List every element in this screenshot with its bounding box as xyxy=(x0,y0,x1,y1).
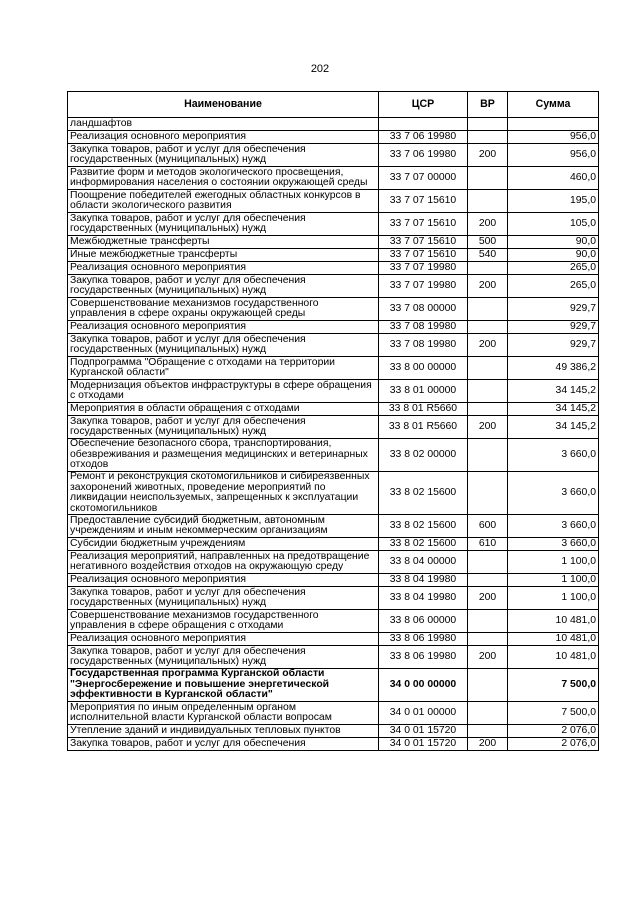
cell-vr xyxy=(468,380,508,403)
cell-vr xyxy=(468,439,508,472)
header-name: Наименование xyxy=(68,92,379,118)
table-row xyxy=(68,403,599,416)
cell-name: Реализация основного мероприятия xyxy=(68,262,379,275)
table-row xyxy=(68,262,599,275)
table-row xyxy=(68,334,599,357)
cell-sum: 105,0 xyxy=(508,213,599,236)
table-row xyxy=(68,357,599,380)
cell-sum: 34 145,2 xyxy=(508,416,599,439)
cell-sum: 2 076,0 xyxy=(508,738,599,751)
cell-sum: 34 145,2 xyxy=(508,380,599,403)
table-row xyxy=(68,380,599,403)
table-row xyxy=(68,574,599,587)
cell-csr: 34 0 01 15720 xyxy=(379,738,468,751)
cell-vr: 200 xyxy=(468,416,508,439)
cell-sum: 7 500,0 xyxy=(508,702,599,725)
cell-csr: 34 0 00 00000 xyxy=(379,669,468,702)
cell-name: Закупка товаров, работ и услуг для обеспечения государственных (муниципальных) нужд xyxy=(68,144,379,167)
table-row xyxy=(68,538,599,551)
cell-csr: 33 7 08 19980 xyxy=(379,321,468,334)
cell-csr: 33 8 06 19980 xyxy=(379,646,468,669)
page-number: 202 xyxy=(310,63,330,75)
cell-vr xyxy=(468,725,508,738)
cell-name: Предоставление субсидий бюджетным, автономным учреждениям и иным некоммерческим организациям xyxy=(68,515,379,538)
cell-sum: 3 660,0 xyxy=(508,439,599,472)
table-row xyxy=(68,144,599,167)
cell-sum: 3 660,0 xyxy=(508,515,599,538)
cell-sum: 49 386,2 xyxy=(508,357,599,380)
cell-csr: 33 7 07 19980 xyxy=(379,275,468,298)
cell-vr xyxy=(468,574,508,587)
cell-vr xyxy=(468,403,508,416)
cell-sum: 90,0 xyxy=(508,236,599,249)
cell-name: Совершенствование механизмов государственного управления в сфере обращения с отходами xyxy=(68,610,379,633)
cell-sum: 265,0 xyxy=(508,262,599,275)
cell-sum: 195,0 xyxy=(508,190,599,213)
cell-csr: 33 7 07 15610 xyxy=(379,249,468,262)
cell-name: Государственная программа Курганской области "Энергосбережение и повышение энергетической эффективности в Курганской области" xyxy=(68,669,379,702)
cell-vr xyxy=(468,131,508,144)
cell-sum: 956,0 xyxy=(508,131,599,144)
cell-csr: 34 0 01 15720 xyxy=(379,725,468,738)
cell-name: Реализация основного мероприятия xyxy=(68,131,379,144)
cell-sum: 1 100,0 xyxy=(508,587,599,610)
table-row xyxy=(68,738,599,751)
cell-name: Мероприятия по иным определенным органом исполнительной власти Курганской области вопросам xyxy=(68,702,379,725)
table-row xyxy=(68,515,599,538)
cell-sum xyxy=(508,118,599,131)
table-row xyxy=(68,249,599,262)
cell-vr: 200 xyxy=(468,275,508,298)
table-row xyxy=(68,118,599,131)
cell-sum: 929,7 xyxy=(508,321,599,334)
cell-name: Развитие форм и методов экологического просвещения, информирования населения о состоянии окружающей среды xyxy=(68,167,379,190)
cell-sum: 10 481,0 xyxy=(508,646,599,669)
cell-sum: 7 500,0 xyxy=(508,669,599,702)
cell-sum: 265,0 xyxy=(508,275,599,298)
table-row xyxy=(68,416,599,439)
table-row xyxy=(68,275,599,298)
cell-sum: 3 660,0 xyxy=(508,472,599,515)
cell-name: Модернизация объектов инфраструктуры в сфере обращения с отходами xyxy=(68,380,379,403)
cell-sum: 460,0 xyxy=(508,167,599,190)
cell-name: Подпрограмма "Обращение с отходами на территории Курганской области" xyxy=(68,357,379,380)
cell-csr: 33 8 06 19980 xyxy=(379,633,468,646)
cell-csr: 33 8 04 00000 xyxy=(379,551,468,574)
cell-csr: 33 7 07 19980 xyxy=(379,262,468,275)
cell-name: Закупка товаров, работ и услуг для обеспечения государственных (муниципальных) нужд xyxy=(68,334,379,357)
cell-name: Поощрение победителей ежегодных областных конкурсов в области экологического развития xyxy=(68,190,379,213)
cell-csr: 33 8 00 00000 xyxy=(379,357,468,380)
cell-name: Мероприятия в области обращения с отходами xyxy=(68,403,379,416)
cell-csr: 33 8 02 00000 xyxy=(379,439,468,472)
cell-sum: 2 076,0 xyxy=(508,725,599,738)
cell-csr: 33 7 06 19980 xyxy=(379,131,468,144)
cell-csr: 33 7 07 00000 xyxy=(379,167,468,190)
cell-name: Реализация основного мероприятия xyxy=(68,574,379,587)
cell-vr: 600 xyxy=(468,515,508,538)
table-row xyxy=(68,610,599,633)
cell-vr: 610 xyxy=(468,538,508,551)
table-row xyxy=(68,702,599,725)
table-row xyxy=(68,633,599,646)
cell-csr: 33 8 02 15600 xyxy=(379,538,468,551)
header-vr: ВР xyxy=(468,92,508,118)
cell-csr: 33 7 08 19980 xyxy=(379,334,468,357)
cell-name: ландшафтов xyxy=(68,118,379,131)
cell-sum: 929,7 xyxy=(508,334,599,357)
cell-csr: 33 8 01 00000 xyxy=(379,380,468,403)
cell-name: Совершенствование механизмов государственного управления в сфере охраны окружающей среды xyxy=(68,298,379,321)
cell-name: Реализация мероприятий, направленных на предотвращение негативного воздействия отходов на окружающую среду xyxy=(68,551,379,574)
cell-vr: 200 xyxy=(468,738,508,751)
table-row xyxy=(68,298,599,321)
cell-csr: 33 7 07 15610 xyxy=(379,190,468,213)
cell-name: Иные межбюджетные трансферты xyxy=(68,249,379,262)
cell-name: Межбюджетные трансферты xyxy=(68,236,379,249)
table-body xyxy=(68,118,599,751)
cell-name: Субсидии бюджетным учреждениям xyxy=(68,538,379,551)
cell-vr xyxy=(468,118,508,131)
cell-csr: 33 8 06 00000 xyxy=(379,610,468,633)
cell-vr xyxy=(468,702,508,725)
cell-vr xyxy=(468,167,508,190)
cell-vr xyxy=(468,190,508,213)
cell-csr: 33 8 01 R5660 xyxy=(379,403,468,416)
budget-table xyxy=(67,91,599,751)
table-row xyxy=(68,551,599,574)
cell-vr xyxy=(468,551,508,574)
table-row xyxy=(68,213,599,236)
table-row xyxy=(68,321,599,334)
table-row xyxy=(68,646,599,669)
table-row xyxy=(68,587,599,610)
table-row xyxy=(68,167,599,190)
cell-name: Закупка товаров, работ и услуг для обеспечения xyxy=(68,738,379,751)
cell-sum: 90,0 xyxy=(508,249,599,262)
cell-name: Утепление зданий и индивидуальных тепловых пунктов xyxy=(68,725,379,738)
cell-name: Реализация основного мероприятия xyxy=(68,321,379,334)
table-row xyxy=(68,472,599,515)
cell-sum: 10 481,0 xyxy=(508,610,599,633)
cell-vr: 200 xyxy=(468,144,508,167)
cell-csr: 33 8 01 R5660 xyxy=(379,416,468,439)
cell-csr: 33 7 08 00000 xyxy=(379,298,468,321)
cell-vr: 200 xyxy=(468,646,508,669)
cell-vr xyxy=(468,610,508,633)
cell-name: Закупка товаров, работ и услуг для обеспечения государственных (муниципальных) нужд xyxy=(68,416,379,439)
cell-vr xyxy=(468,357,508,380)
cell-name: Обеспечение безопасного сбора, транспортирования, обезвреживания и размещения медицинских и ветеринарных отходов xyxy=(68,439,379,472)
cell-name: Закупка товаров, работ и услуг для обеспечения государственных (муниципальных) нужд xyxy=(68,275,379,298)
table-header-row xyxy=(68,92,599,118)
cell-sum: 34 145,2 xyxy=(508,403,599,416)
cell-name: Закупка товаров, работ и услуг для обеспечения государственных (муниципальных) нужд xyxy=(68,646,379,669)
cell-vr xyxy=(468,669,508,702)
cell-vr xyxy=(468,472,508,515)
header-csr: ЦСР xyxy=(379,92,468,118)
cell-vr: 200 xyxy=(468,334,508,357)
cell-sum: 10 481,0 xyxy=(508,633,599,646)
cell-csr: 33 7 06 19980 xyxy=(379,144,468,167)
cell-sum: 929,7 xyxy=(508,298,599,321)
cell-name: Закупка товаров, работ и услуг для обеспечения государственных (муниципальных) нужд xyxy=(68,213,379,236)
cell-vr xyxy=(468,633,508,646)
cell-csr: 33 8 02 15600 xyxy=(379,472,468,515)
header-sum: Сумма xyxy=(508,92,599,118)
cell-vr xyxy=(468,298,508,321)
cell-vr xyxy=(468,321,508,334)
table-row xyxy=(68,190,599,213)
cell-vr: 200 xyxy=(468,587,508,610)
cell-sum: 956,0 xyxy=(508,144,599,167)
cell-csr: 34 0 01 00000 xyxy=(379,702,468,725)
table-row xyxy=(68,439,599,472)
table-row xyxy=(68,236,599,249)
cell-name: Закупка товаров, работ и услуг для обеспечения государственных (муниципальных) нужд xyxy=(68,587,379,610)
table-row xyxy=(68,725,599,738)
cell-vr: 200 xyxy=(468,213,508,236)
cell-csr: 33 7 07 15610 xyxy=(379,213,468,236)
cell-sum: 1 100,0 xyxy=(508,574,599,587)
cell-sum: 3 660,0 xyxy=(508,538,599,551)
cell-sum: 1 100,0 xyxy=(508,551,599,574)
cell-csr: 33 8 02 15600 xyxy=(379,515,468,538)
cell-name: Реализация основного мероприятия xyxy=(68,633,379,646)
cell-csr: 33 7 07 15610 xyxy=(379,236,468,249)
cell-csr xyxy=(379,118,468,131)
cell-name: Ремонт и реконструкция скотомогильников и сибиреязвенных захоронений животных, проведение мероприятий по ликвидации неиспользуемых, запрещенных к эксплуатации скотомогильников xyxy=(68,472,379,515)
cell-csr: 33 8 04 19980 xyxy=(379,587,468,610)
cell-vr xyxy=(468,262,508,275)
cell-csr: 33 8 04 19980 xyxy=(379,574,468,587)
table-row xyxy=(68,131,599,144)
table-row xyxy=(68,669,599,702)
cell-vr: 500 xyxy=(468,236,508,249)
cell-vr: 540 xyxy=(468,249,508,262)
